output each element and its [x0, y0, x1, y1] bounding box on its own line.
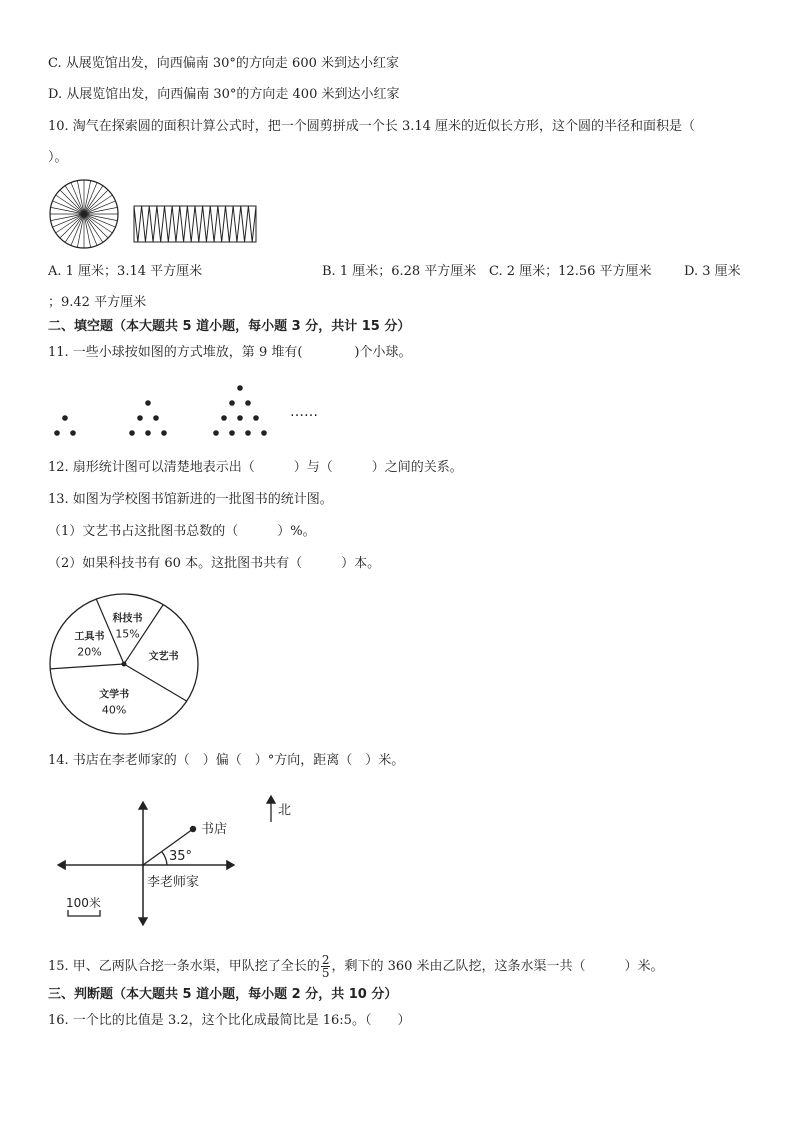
q10-figure — [48, 178, 263, 250]
fraction-numerator: 2 — [321, 953, 330, 967]
scale-bar — [68, 910, 100, 916]
pie-slice-percent: 40% — [101, 703, 127, 717]
q10-option-d: D. 3 厘米 — [684, 264, 741, 279]
radial-circle — [50, 180, 118, 248]
q12-stem: 12. 扇形统计图可以清楚地表示出（ ）与（ ）之间的关系。 — [48, 460, 463, 475]
q10-option-c: C. 2 厘米；12.56 平方厘米 — [489, 264, 652, 279]
ball — [70, 430, 76, 436]
q9-option-c: C. 从展览馆出发，向西偏南 30°的方向走 600 米到达小红家 — [48, 56, 400, 71]
scale-label: 100米 — [66, 896, 101, 910]
q13-part-2: （2）如果科技书有 60 本。这批图书共有（ ）本。 — [48, 556, 381, 571]
pie-slice-name: 工具书 — [74, 631, 105, 643]
ball — [129, 430, 135, 436]
q13-pie-chart — [46, 590, 202, 742]
angle-label: 35° — [169, 849, 193, 864]
pie-slice-percent: 20% — [77, 645, 102, 659]
ball — [221, 415, 227, 421]
ellipsis: …… — [290, 404, 318, 420]
ball — [62, 415, 68, 421]
q10-stem-end: ）。 — [48, 150, 68, 165]
ball — [237, 415, 243, 421]
ball — [245, 400, 251, 406]
ball — [237, 385, 243, 391]
q11-stem: 11. 一些小球按如图的方式堆放，第 9 堆有( )个小球。 — [48, 345, 412, 360]
q15-text-post: ，剩下的 360 米由乙队挖，这条水渠一共（ ）米。 — [331, 959, 664, 974]
pie-slice-name: 文艺书 — [148, 651, 179, 663]
ball — [229, 400, 235, 406]
ball — [137, 415, 143, 421]
ball — [161, 430, 167, 436]
section-3-heading: 三、判断题（本大题共 5 道小题，每小题 2 分，共 10 分） — [48, 987, 398, 1002]
angle-arc — [162, 852, 167, 865]
q10-option-d-cont: ；9.42 平方厘米 — [48, 295, 147, 310]
fraction-two-fifths — [321, 954, 331, 979]
store-label: 书店 — [201, 822, 228, 837]
ball — [145, 400, 151, 406]
ball — [54, 430, 60, 436]
store-point — [190, 826, 196, 832]
pie-slice-edge — [50, 664, 124, 669]
q13-stem: 13. 如图为学校图书馆新进的一批图书的统计图。 — [48, 492, 333, 507]
q16-stem: 16. 一个比的比值是 3.2，这个比化成最简比是 16:5。（ ） — [48, 1013, 411, 1028]
pie-slice-percent: 15% — [115, 627, 140, 641]
approx-rectangle — [134, 206, 256, 242]
pie-slice-name: 科技书 — [112, 613, 143, 625]
pie-slice-edge — [124, 664, 187, 701]
q14-stem: 14. 书店在李老师家的（ ）偏（ ）°方向，距离（ ）米。 — [48, 753, 405, 768]
q10-option-a: A. 1 厘米；3.14 平方厘米 — [48, 264, 203, 279]
q10-option-b: B. 1 厘米；6.28 平方厘米 — [322, 264, 477, 279]
section-2-heading: 二、填空题（本大题共 5 道小题，每小题 3 分，共计 15 分） — [48, 319, 411, 334]
q9-option-d: D. 从展览馆出发，向西偏南 30°的方向走 400 米到达小红家 — [48, 87, 400, 102]
ball — [261, 430, 267, 436]
pie-slice-name: 文学书 — [99, 689, 130, 701]
ball — [153, 415, 159, 421]
ball — [213, 430, 219, 436]
fraction-denominator: 5 — [321, 966, 330, 980]
ball — [145, 430, 151, 436]
ball — [229, 430, 235, 436]
q14-direction-map — [48, 790, 308, 930]
home-label: 李老师家 — [147, 875, 200, 890]
q10-stem: 10. 淘气在探索圆的面积计算公式时，把一个圆剪拼成一个长 3.14 厘米的近似长方形，这个圆的半径和面积是（ — [48, 119, 696, 134]
q15-stem — [48, 954, 664, 979]
north-label: 北 — [278, 803, 292, 818]
pie-center — [122, 662, 127, 667]
q13-part-1: （1）文艺书占这批图书总数的（ ）%。 — [48, 524, 316, 539]
q11-ball-piles — [48, 380, 348, 442]
ball — [253, 415, 259, 421]
ball — [245, 430, 251, 436]
q15-text-pre: 15. 甲、乙两队合挖一条水渠，甲队挖了全长的 — [48, 959, 320, 974]
